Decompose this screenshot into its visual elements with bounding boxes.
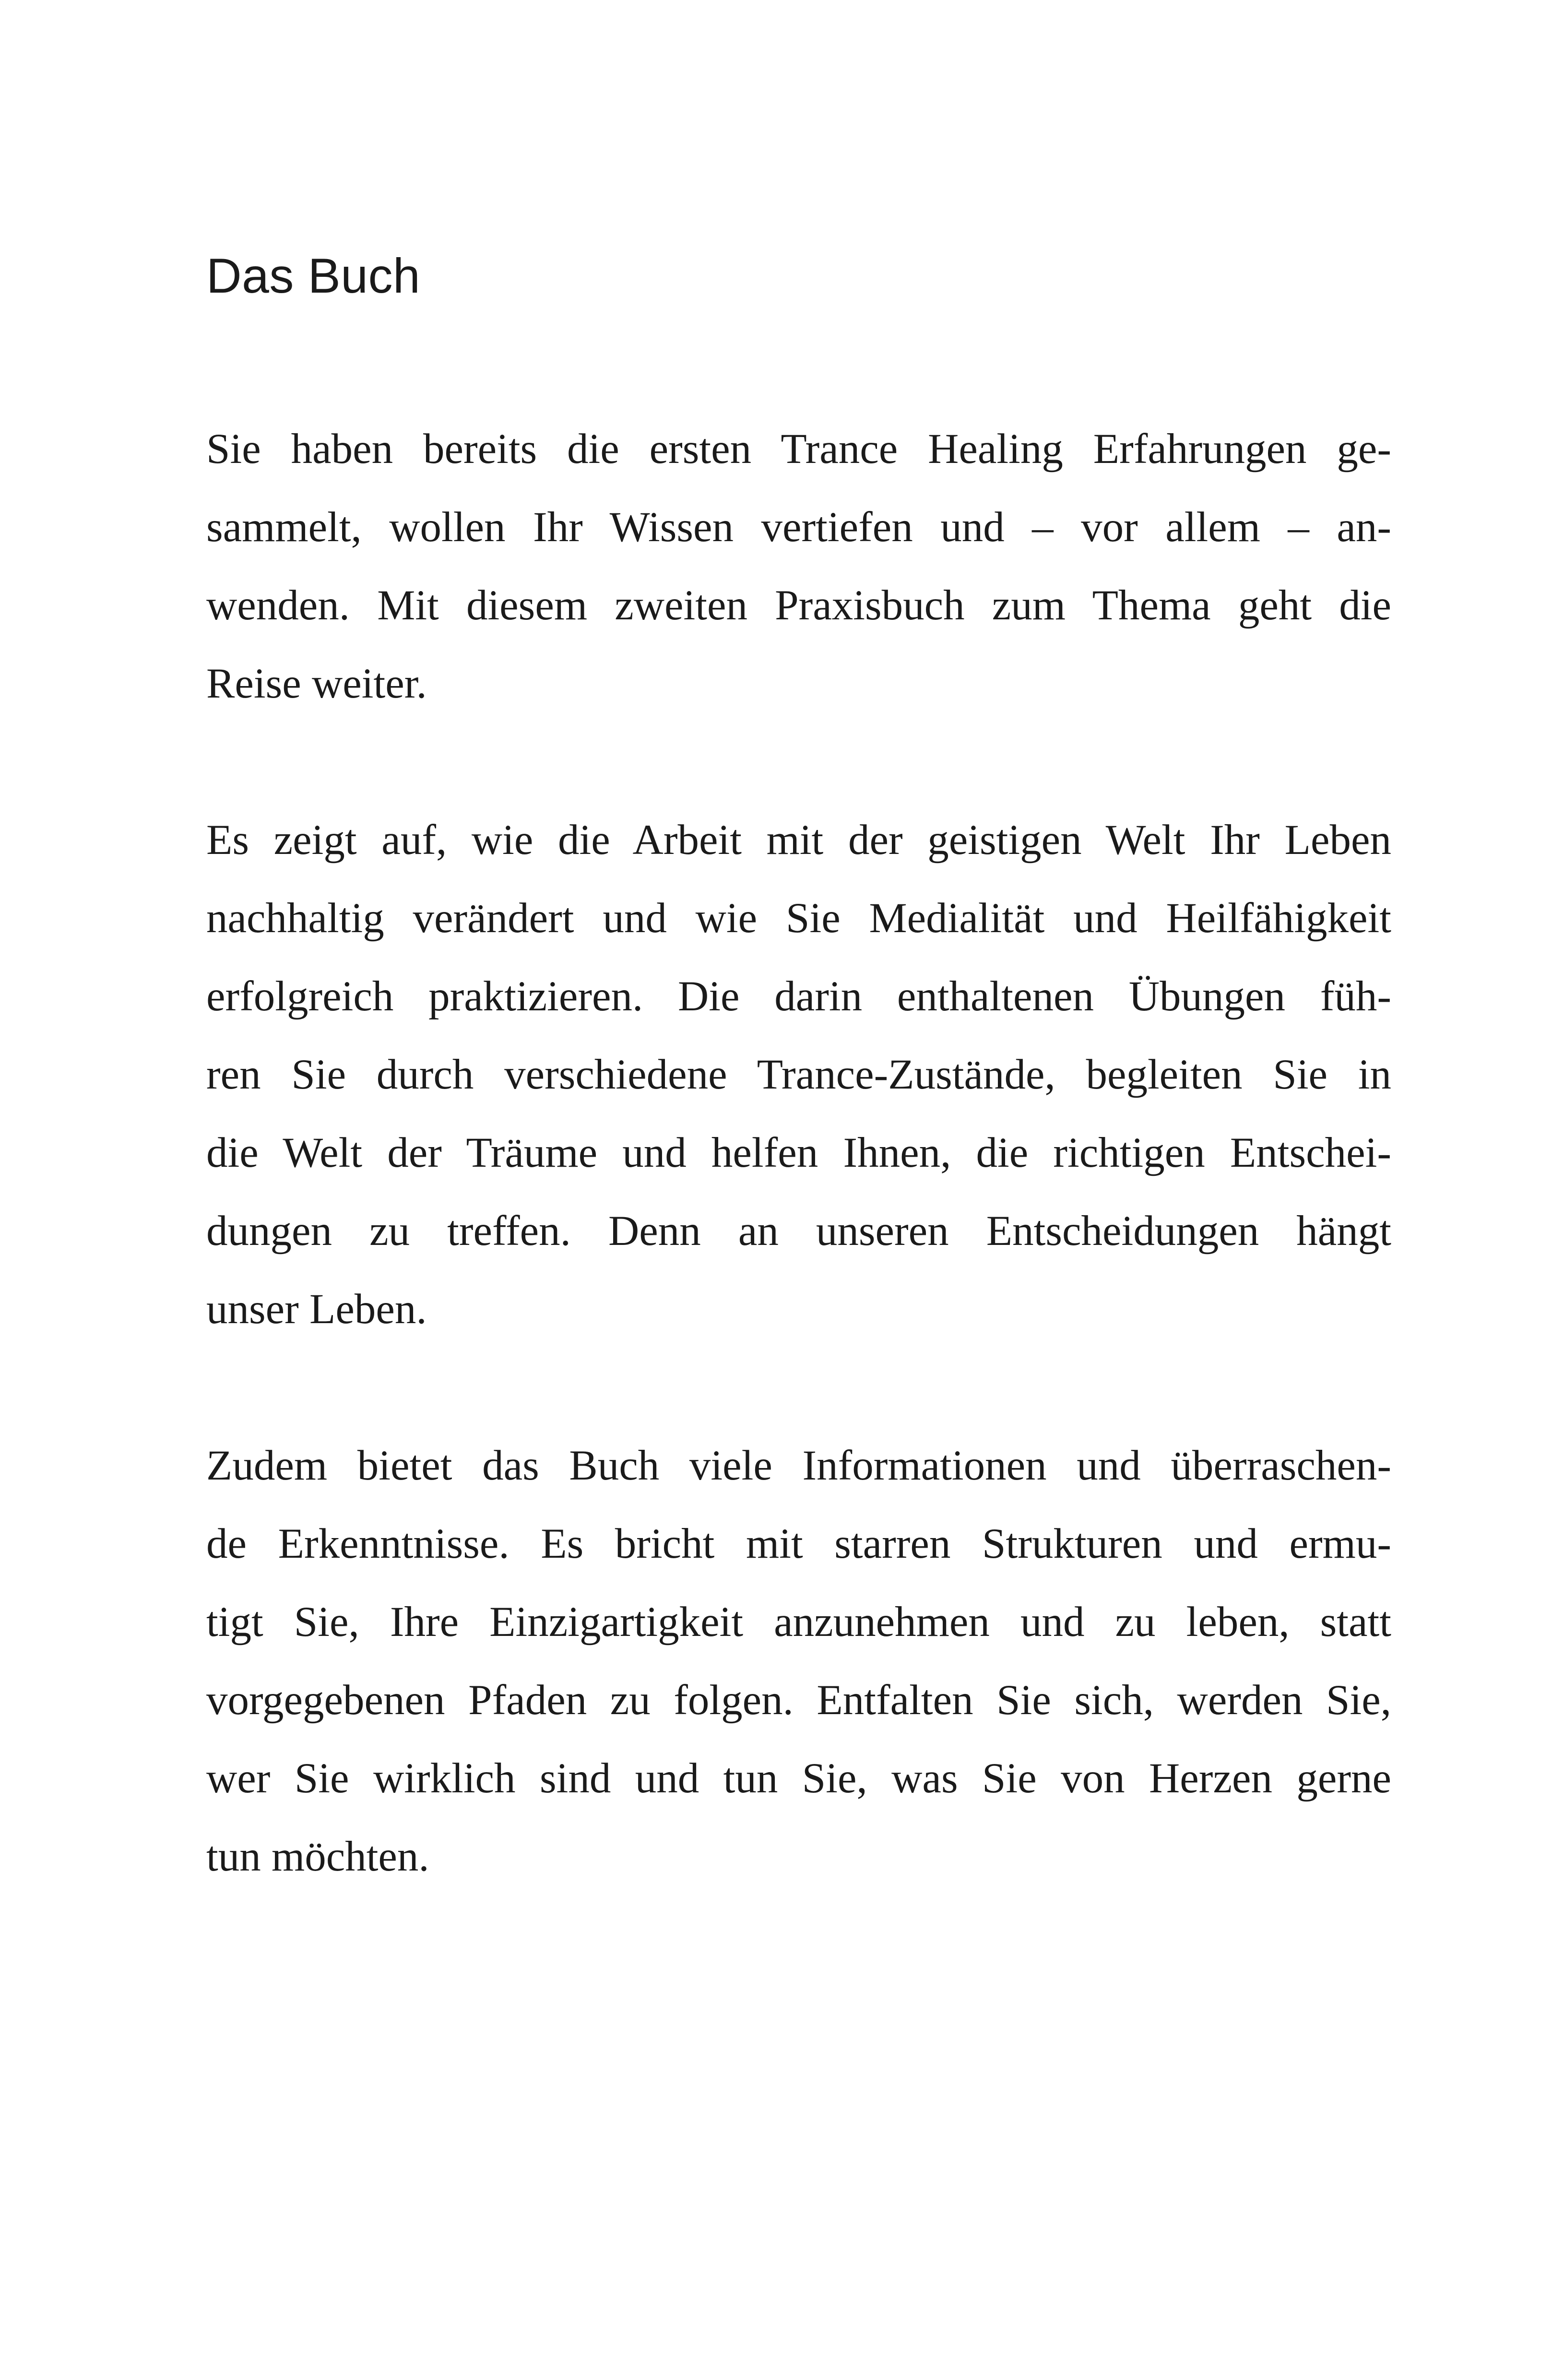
- text-line: tigt Sie, Ihre Einzigartigkeit anzunehmen und zu leben, statt: [206, 1599, 1391, 1646]
- text-line: vorgegebenen Pfaden zu folgen. Entfalten Sie sich, werden Sie,: [206, 1677, 1391, 1724]
- text-line: Reise weiter.: [206, 660, 427, 707]
- text-line: wer Sie wirklich sind und tun Sie, was Sie von Herzen gerne: [206, 1755, 1391, 1802]
- text-line: Sie haben bereits die ersten Trance Healing Erfahrungen ge-: [206, 426, 1391, 473]
- text-line: Zudem bietet das Buch viele Informationen und überraschen-: [206, 1442, 1391, 1489]
- text-line: erfolgreich praktizieren. Die darin enthaltenen Übungen füh-: [206, 973, 1391, 1020]
- paragraph-1: [206, 410, 1391, 723]
- text-line: unser Leben.: [206, 1286, 427, 1333]
- text-line: dungen zu treffen. Denn an unseren Entscheidungen hängt: [206, 1208, 1391, 1255]
- text-line: ren Sie durch verschiedene Trance-Zustände, begleiten Sie in: [206, 1051, 1391, 1098]
- paragraph-spacer: [206, 723, 1391, 801]
- text-line: wenden. Mit diesem zweiten Praxisbuch zum Thema geht die: [206, 582, 1391, 629]
- body-text: [206, 410, 1391, 1896]
- page-title: Das Buch: [206, 249, 421, 303]
- text-line: tun möchten.: [206, 1833, 429, 1880]
- text-line: die Welt der Träume und helfen Ihnen, die richtigen Entschei-: [206, 1129, 1391, 1176]
- paragraph-3: [206, 1427, 1391, 1896]
- text-line: nachhaltig verändert und wie Sie Medialität und Heilfähigkeit: [206, 895, 1391, 942]
- paragraph-spacer: [206, 1349, 1391, 1427]
- text-line: Es zeigt auf, wie die Arbeit mit der geistigen Welt Ihr Leben: [206, 817, 1391, 864]
- text-line: sammelt, wollen Ihr Wissen vertiefen und – vor allem – an-: [206, 504, 1391, 551]
- paragraph-2: [206, 801, 1391, 1349]
- text-line: de Erkenntnisse. Es bricht mit starren Strukturen und ermu-: [206, 1520, 1391, 1567]
